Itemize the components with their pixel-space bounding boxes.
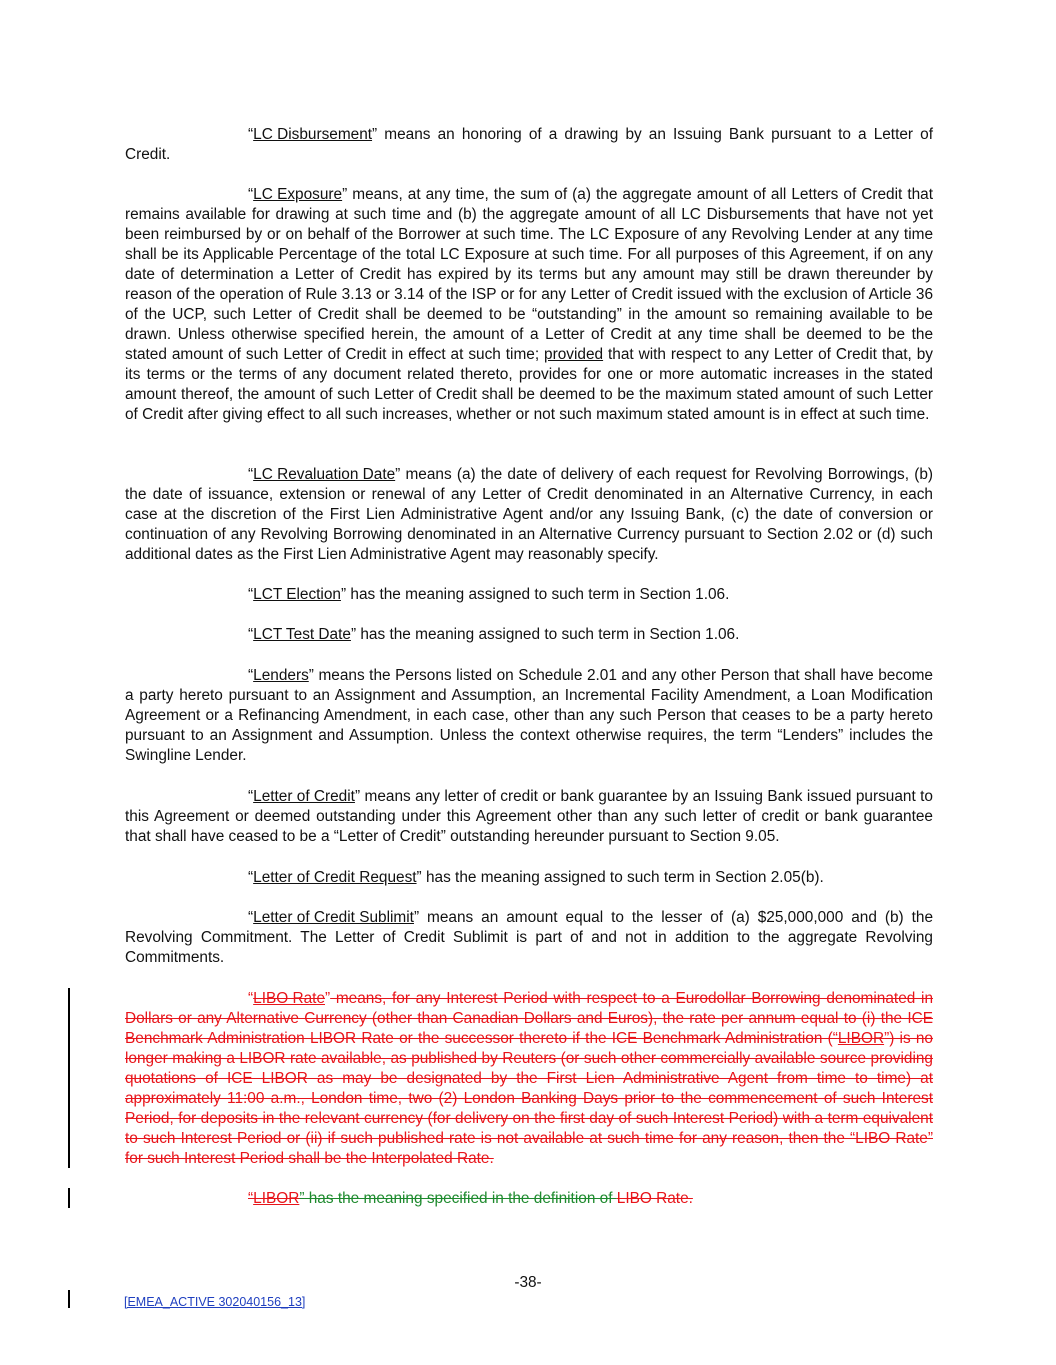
- defined-term: Letter of Credit Request: [253, 869, 417, 886]
- defined-term: LC Exposure: [253, 186, 343, 203]
- page-number: -38-: [514, 1274, 542, 1291]
- defined-term: LIBO Rate: [253, 990, 325, 1007]
- defined-term: LC Disbursement: [253, 126, 373, 143]
- definition-letter-of-credit: “Letter of Credit” means any letter of credit or bank guarantee by an Issuing Bank issued pursuant to this Agreement or deemed outstanding under this Agreement other than any such letter of credit or bank guarantee that shall have ceased to be a “Letter of Credit” outstanding hereunder pursuant to Section 9.05.: [125, 788, 933, 845]
- defined-term: LIBOR: [253, 1190, 300, 1207]
- definition-lenders: “Lenders” means the Persons listed on Schedule 2.01 and any other Person that shall have become a party hereto pursuant to an Assignment and Assumption, an Incremental Facility Amendment, a Loan Modification Agreement or a Refinancing Amendment, in each case, other than any such Person that ceases to be a party hereto pursuant to an Assignment and Assumption. Unless the context otherwise requires, the term “Lenders” includes the Swingline Lender.: [125, 667, 933, 764]
- definition-letter-of-credit-request: “Letter of Credit Request” has the meaning assigned to such term in Section 2.05(b).: [248, 869, 824, 886]
- defined-term: Letter of Credit: [253, 788, 355, 805]
- deleted-definition-libor: “LIBOR” has the meaning specified in the definition of LIBO Rate.: [248, 1190, 693, 1207]
- definition-lct-test-date: “LCT Test Date” has the meaning assigned to such term in Section 1.06.: [248, 626, 740, 643]
- proviso-term: provided: [544, 346, 604, 363]
- definition-lc-exposure: “LC Exposure” means, at any time, the sum of (a) the aggregate amount of all Letters of Credit that remains available for drawing at such time and (b) the aggregate amount of all LC Disbursements that have not yet been reimbursed by or on behalf of the Borrower at such time. The LC Exposure of any Revolving Lender at any time shall be its Applicable Percentage of the total LC Exposure at such time. For all purposes of this Agreement, if on any date of determination a Letter of Credit has expired by its terms but any amount may still be drawn thereunder by reason of the operation of Rule 3.13 or 3.14 of the ISP or for any Letter of Credit issued with the exclusion of Article 36 of the UCP, such Letter of Credit shall be deemed to be “outstanding” in the amount so remaining available to be drawn. Unless otherwise specified herein, the amount of a Letter of Credit at any time shall be deemed to be the stated amount of such Letter of Credit in effect at such time; provided that with respect to any Letter of Credit that, by its terms or the terms of any document related thereto, provides for one or more automatic increases in the stated amount thereof, the amount of such Letter of Credit shall be deemed to be the maximum stated amount of such Letter of Credit after giving effect to all such increases, whether or not such maximum stated amount is in effect at such time.: [125, 186, 933, 423]
- defined-term: Letter of Credit Sublimit: [253, 909, 414, 926]
- change-bar: [68, 988, 70, 1168]
- change-bar: [68, 1188, 70, 1208]
- definition-lc-disbursement: “LC Disbursement” means an honoring of a drawing by an Issuing Bank pursuant to a Letter of Credit.: [125, 126, 933, 163]
- definition-lc-revaluation-date: “LC Revaluation Date” means (a) the date of delivery of each request for Revolving Borrowings, (b) the date of issuance, extension or renewal of any Letter of Credit denominated in an Alternative Currency, in each case at the discretion of the First Lien Administrative Agent and/or any Issuing Bank, (c) the date of conversion or continuation of any Revolving Borrowing denominated in an Alternative Currency pursuant to Section 2.02 or (d) such additional dates as the First Lien Administrative Agent may reasonably specify.: [125, 466, 933, 563]
- cross-reference: LIBO Rate.: [616, 1190, 693, 1207]
- defined-term: LCT Election: [253, 586, 341, 603]
- defined-term: LIBOR: [837, 1030, 885, 1047]
- defined-term: LC Revaluation Date: [253, 466, 396, 483]
- definition-letter-of-credit-sublimit: “Letter of Credit Sublimit” means an amount equal to the lesser of (a) $25,000,000 and (b) the Revolving Commitment. The Letter of Credit Sublimit is part of and not in addition to the aggregate Revolving Commitments.: [125, 909, 933, 966]
- defined-term: Lenders: [253, 667, 309, 684]
- definition-lct-election: “LCT Election” has the meaning assigned to such term in Section 1.06.: [248, 586, 730, 603]
- document-reference: [EMEA_ACTIVE 302040156_13]: [124, 1295, 306, 1309]
- deleted-definition-libo-rate: “LIBO Rate” means, for any Interest Period with respect to a Eurodollar Borrowing denominated in Dollars or any Alternative Currency (other than Canadian Dollars and Euros), the rate per annum equal to (i) the ICE Benchmark Administration LIBOR Rate or the successor thereto if the ICE Benchmark Administration (“LIBOR”) is no longer making a LIBOR rate available, as published by Reuters (or such other commercially available source providing quotations of ICE LIBOR as may be designated by the First Lien Administrative Agent from time to time) at approximately 11:00 a.m., London time, two (2) London Banking Days prior to the commencement of such Interest Period, for deposits in the relevant currency (for delivery on the first day of such Interest Period) with a term equivalent to such Interest Period or (ii) if such published rate is not available at such time for any reason, then the “LIBO Rate” for such Interest Period shall be the Interpolated Rate.: [125, 990, 933, 1167]
- defined-term: LCT Test Date: [253, 626, 351, 643]
